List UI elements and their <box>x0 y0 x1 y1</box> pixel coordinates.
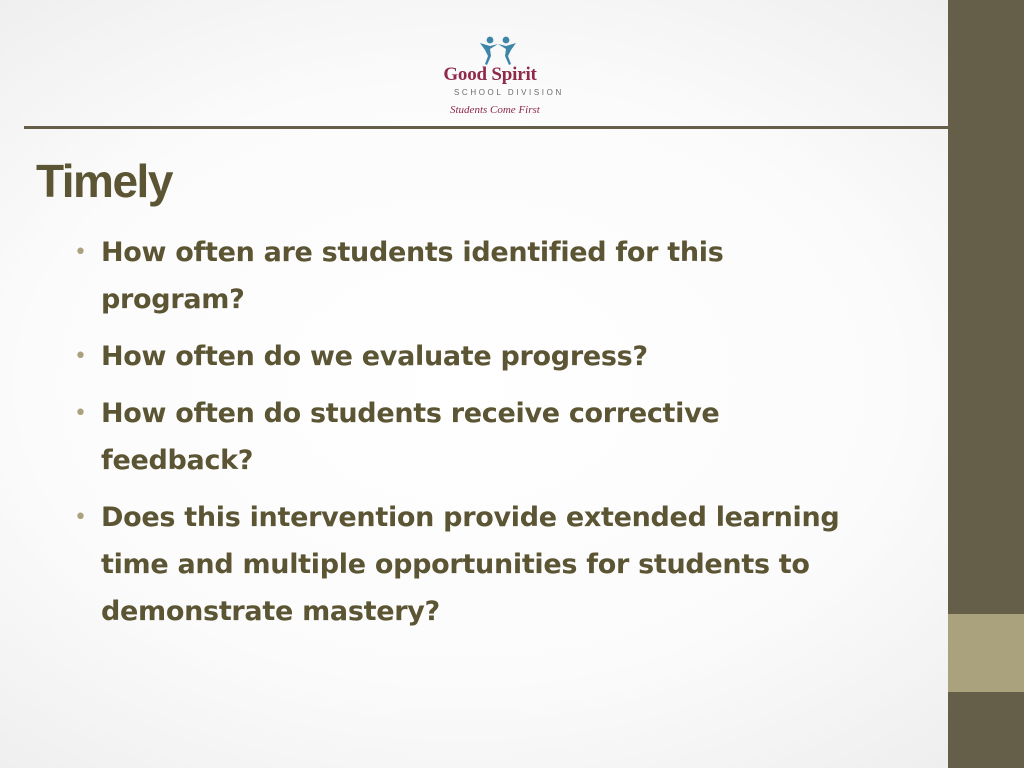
logo-tagline: Students Come First <box>450 104 540 116</box>
header-divider <box>24 126 948 129</box>
bullet-list <box>72 229 852 645</box>
school-logo <box>430 36 570 120</box>
bullet-text: How often do we evaluate progress? <box>101 341 648 372</box>
bullet-item <box>72 494 852 635</box>
logo-division: SCHOOL DIVISION <box>454 88 564 97</box>
bullet-item <box>72 390 852 484</box>
bullet-text: How often do students receive corrective feedback? <box>101 398 720 476</box>
logo-name: Good Spirit <box>443 64 537 85</box>
bullet-text: Does this intervention provide extended learning time and multiple opportunities for students to demonstrate mastery? <box>101 502 840 627</box>
bullet-dot: • <box>74 505 87 530</box>
slide-title: Timely <box>36 155 172 207</box>
bullet-dot: • <box>74 240 87 265</box>
bullet-dot: • <box>74 401 87 426</box>
bullet-text: How often are students identified for this program? <box>101 237 724 315</box>
bullet-dot: • <box>74 344 87 369</box>
bullet-item <box>72 229 852 323</box>
bullet-item <box>72 333 852 380</box>
two-children-logo-icon <box>478 36 518 66</box>
side-accent-block <box>948 614 1024 692</box>
